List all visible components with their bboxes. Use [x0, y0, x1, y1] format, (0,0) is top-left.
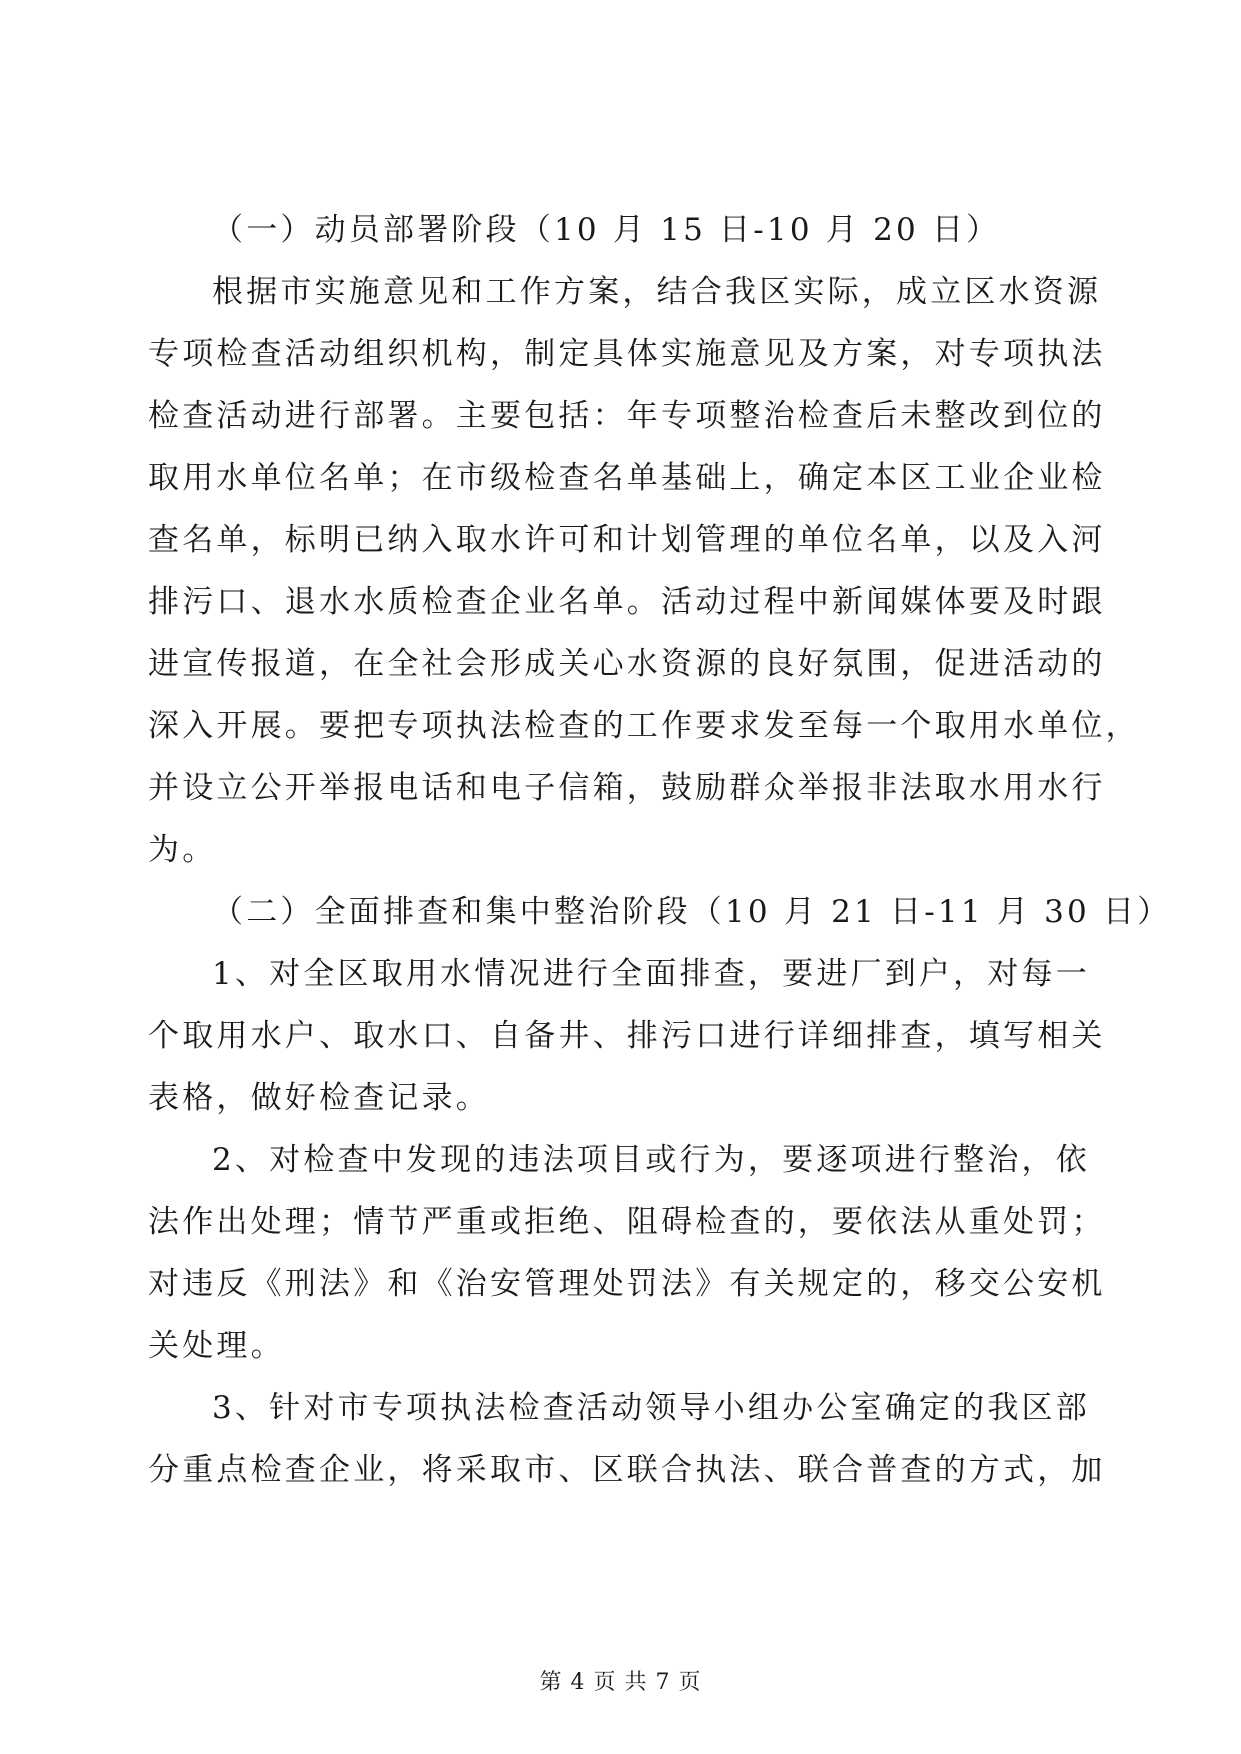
paragraph-line: 深入开展。要把专项执法检查的工作要求发至每一个取用水单位， — [148, 708, 1140, 744]
paragraph-line: 并设立公开举报电话和电子信箱，鼓励群众举报非法取水用水行 — [148, 770, 1106, 806]
section-heading-1: （一）动员部署阶段（10 月 15 日-10 月 20 日） — [212, 212, 1001, 248]
list-item: 1、对全区取用水情况进行全面排查，要进厂到户，对每一 — [212, 956, 1090, 992]
section-heading-2: （二）全面排查和集中整治阶段（10 月 21 日-11 月 30 日） — [212, 894, 1172, 930]
list-item: 3、针对市专项执法检查活动领导小组办公室确定的我区部 — [212, 1390, 1090, 1426]
paragraph-line: 表格，做好检查记录。 — [148, 1080, 490, 1116]
paragraph-line: 根据市实施意见和工作方案，结合我区实际，成立区水资源 — [212, 274, 1102, 310]
paragraph-line: 专项检查活动组织机构，制定具体实施意见及方案，对专项执法 — [148, 336, 1106, 372]
paragraph-line: 排污口、退水水质检查企业名单。活动过程中新闻媒体要及时跟 — [148, 584, 1106, 620]
paragraph-line: 个取用水户、取水口、自备井、排污口进行详细排查，填写相关 — [148, 1018, 1106, 1054]
paragraph-line: 查名单，标明已纳入取水许可和计划管理的单位名单，以及入河 — [148, 522, 1106, 558]
list-item: 2、对检查中发现的违法项目或行为，要逐项进行整治，依 — [212, 1142, 1090, 1178]
paragraph-line: 取用水单位名单；在市级检查名单基础上，确定本区工业企业检 — [148, 460, 1106, 496]
page-footer: 第 4 页 共 7 页 — [539, 1670, 702, 1695]
paragraph-line: 关处理。 — [148, 1328, 285, 1364]
paragraph-line: 对违反《刑法》和《治安管理处罚法》有关规定的，移交公安机 — [148, 1266, 1106, 1302]
paragraph-line: 为。 — [148, 832, 217, 868]
paragraph-line: 检查活动进行部署。主要包括：年专项整治检查后未整改到位的 — [148, 398, 1106, 434]
paragraph-line: 法作出处理；情节严重或拒绝、阻碍检查的，要依法从重处罚； — [148, 1204, 1106, 1240]
paragraph-line: 分重点检查企业，将采取市、区联合执法、联合普查的方式，加 — [148, 1452, 1106, 1488]
paragraph-line: 进宣传报道，在全社会形成关心水资源的良好氛围，促进活动的 — [148, 646, 1106, 682]
